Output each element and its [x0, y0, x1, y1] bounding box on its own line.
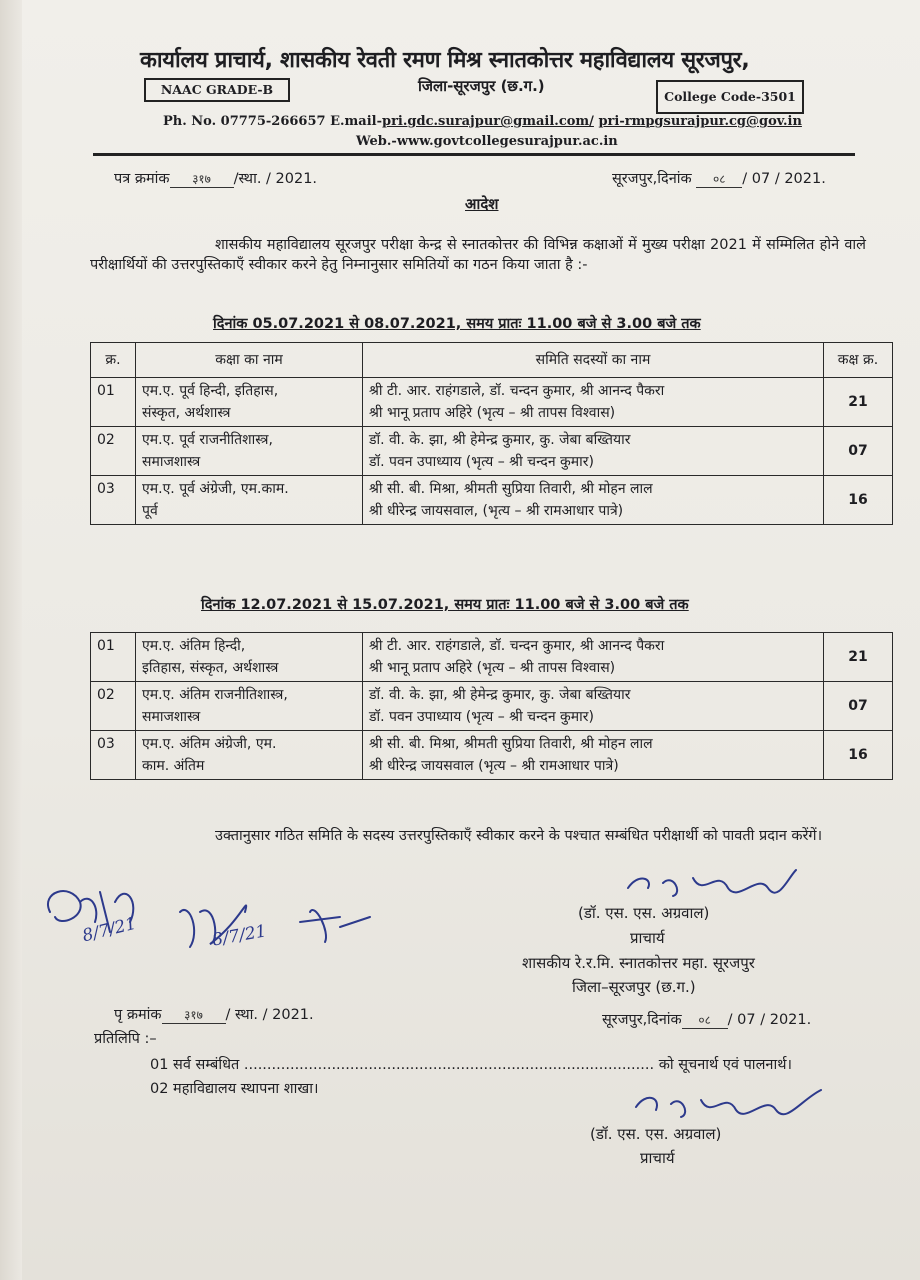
signature-1: [618, 858, 808, 908]
page-edge: [0, 0, 22, 1280]
schedule-1-heading: दिनांक 05.07.2021 से 08.07.2021, समय प्रातः 11.00 बजे से 3.00 बजे तक: [213, 316, 701, 332]
intro-paragraph: शासकीय महाविद्यालय सूरजपुर परीक्षा केन्द्र से स्नातकोत्तर की विभिन्न कक्षाओं में मुख्य परीक्षा 2021 में सम्मिलित होने वाले परीक्षार्थियों की उत्तरपुस्तिकाएँ स्वीकार करने हेतु निम्नानुसार समितियों का गठन किया जाता है :-: [90, 237, 866, 273]
signatory-1-institution: शासकीय रे.र.मि. स्नातकोत्तर महा. सूरजपुर: [522, 954, 755, 972]
signatory-2-name: (डॉ. एस. एस. अग्रवाल): [590, 1125, 722, 1143]
schedule-1-table: [90, 342, 893, 525]
order-heading: आदेश: [465, 195, 499, 213]
handwritten-ref-number: ३१७: [170, 170, 234, 188]
table-header-row: [91, 343, 893, 378]
letterhead-rule: [93, 153, 855, 156]
closing-paragraph: उक्तानुसार गठित समिति के सदस्य उत्तरपुस्तिकाएँ स्वीकार करने के पश्चात सम्बंधित परीक्षार्थी को पावती प्रदान करेंगें।: [215, 828, 823, 844]
handwritten-day: ०८: [696, 170, 742, 188]
email-primary: pri.gdc.surajpur@gmail.com/: [381, 114, 594, 129]
col-class-name: कक्षा का नाम: [136, 343, 363, 378]
table-row: 01 एम.ए. अंतिम हिन्दी, इतिहास, संस्कृत, अर्थशास्त्र श्री टी. आर. राहंगडाले, डॉ. चन्दन कुमार, श्री आनन्द पैकरा श्री भानू प्रताप अहिरे (भृत्य – श्री तापस विश्वास) 21: [91, 633, 893, 682]
col-room-number: कक्ष क्र.: [824, 343, 893, 378]
table-row: 02 एम.ए. पूर्व राजनीतिशास्त्र, समाजशास्त्र डॉ. वी. के. झा, श्री हेमेन्द्र कुमार, कु. जेबा बख्तियार डॉ. पवन उपाध्याय (भृत्य – श्री चन्दन कुमार) 07: [91, 427, 893, 476]
table-row: 03 एम.ए. अंतिम अंग्रेजी, एम. काम. अंतिम श्री सी. बी. मिश्रा, श्रीमती सुप्रिया तिवारी, श्री मोहन लाल श्री धीरेन्द्र जायसवाल (भृत्य – श्री रामआधार पात्रे) 16: [91, 731, 893, 780]
col-serial: क्र.: [91, 343, 136, 378]
website-line: Web.-www.govtcollegesurajpur.ac.in: [356, 134, 618, 149]
copy-item-1: 01 सर्व सम्बंधित ......................................................................................... को सूचनार्थ एवं पालनार्थ।: [150, 1057, 792, 1073]
reference-number: पत्र क्रमांक ३१७ /स्था. / 2021.: [114, 171, 318, 187]
naac-grade-box: NAAC GRADE-B: [144, 78, 290, 102]
copy-to-label: प्रतिलिपि :–: [94, 1031, 157, 1047]
contact-line: [163, 114, 802, 129]
handwritten-day: ०८: [682, 1011, 728, 1029]
letterhead-district: जिला-सूरजपुर (छ.ग.): [418, 77, 545, 95]
schedule-2-heading: दिनांक 12.07.2021 से 15.07.2021, समय प्रातः 11.00 बजे से 3.00 बजे तक: [201, 597, 689, 613]
letterhead-title: कार्यालय प्राचार्य, शासकीय रेवती रमण मिश्र स्नातकोत्तर महाविद्यालय सूरजपुर,: [140, 48, 750, 73]
letter-date: सूरजपुर,दिनांक ०८ / 07 / 2021.: [612, 171, 826, 187]
handwritten-date-2: 8/7/21: [210, 921, 269, 951]
signature-2: [626, 1082, 836, 1128]
endorsement-date: सूरजपुर,दिनांक ०८ / 07 / 2021.: [602, 1012, 812, 1028]
handwritten-date-1: 8/7/21: [80, 913, 139, 947]
signatory-1-designation: प्राचार्य: [630, 929, 665, 947]
handwritten-ref-number: ३१७: [162, 1006, 226, 1024]
table-row: 01 एम.ए. पूर्व हिन्दी, इतिहास, संस्कृत, अर्थशास्त्र श्री टी. आर. राहंगडाले, डॉ. चन्दन कुमार, श्री आनन्द पैकरा श्री भानू प्रताप अहिरे (भृत्य – श्री तापस विश्वास) 21: [91, 378, 893, 427]
signatory-2-designation: प्राचार्य: [640, 1149, 675, 1167]
col-committee-members: समिति सदस्यों का नाम: [363, 343, 824, 378]
table-row: 03 एम.ए. पूर्व अंग्रेजी, एम.काम. पूर्व श्री सी. बी. मिश्रा, श्रीमती सुप्रिया तिवारी, श्री मोहन लाल श्री धीरेन्द्र जायसवाल, (भृत्य – श्री रामआधार पात्रे) 16: [91, 476, 893, 525]
signatory-1-district: जिला–सूरजपुर (छ.ग.): [572, 978, 696, 996]
college-code-box: College Code-3501: [656, 80, 804, 114]
copy-item-2: 02 महाविद्यालय स्थापना शाखा।: [150, 1081, 319, 1097]
schedule-2-table: [90, 632, 893, 780]
signatory-1-name: (डॉ. एस. एस. अग्रवाल): [578, 904, 710, 922]
email-secondary: pri-rmpgsurajpur.cg@gov.in: [598, 114, 802, 129]
email-label: E.mail-: [330, 114, 382, 129]
handwritten-initials: [40, 872, 380, 962]
endorsement-reference: पृ क्रमांक ३१७ / स्था. / 2021.: [114, 1007, 314, 1023]
phone-number: Ph. No. 07775-266657: [163, 114, 326, 129]
table-row: 02 एम.ए. अंतिम राजनीतिशास्त्र, समाजशास्त्र डॉ. वी. के. झा, श्री हेमेन्द्र कुमार, कु. जेबा बख्तियार डॉ. पवन उपाध्याय (भृत्य – श्री चन्दन कुमार) 07: [91, 682, 893, 731]
